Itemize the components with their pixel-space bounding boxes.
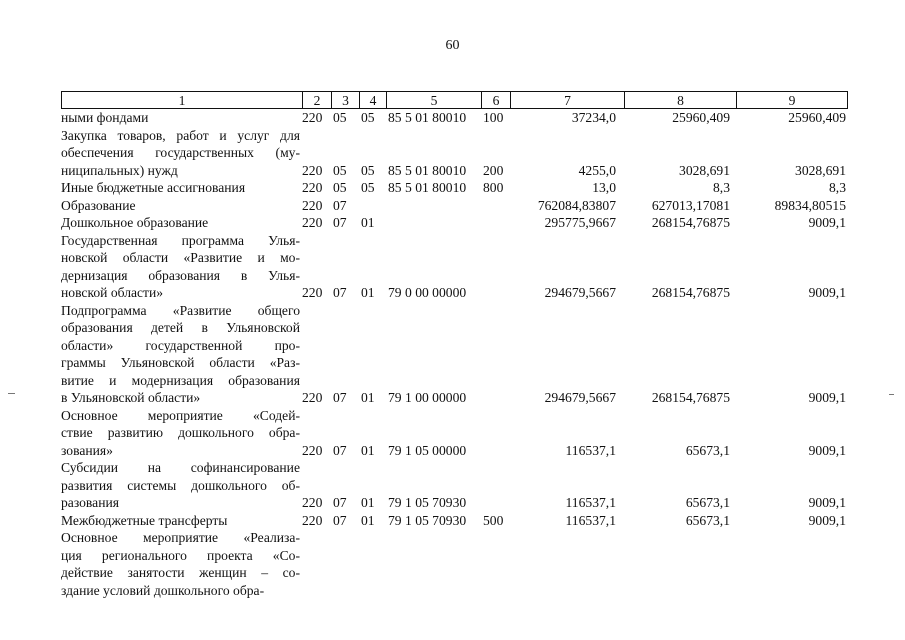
cell-col-7: 294679,5667 xyxy=(544,285,616,300)
table-body xyxy=(61,109,848,599)
cell-col-9: 9009,1 xyxy=(808,512,846,528)
cell-col-5: 79 1 05 70930 xyxy=(388,512,467,528)
cell-col-8: 65673,1 xyxy=(685,442,730,458)
row-description xyxy=(61,302,300,407)
header-col-6: 6 xyxy=(481,92,510,108)
header-col-5: 5 xyxy=(386,92,481,108)
cell-col-4: 01 xyxy=(361,285,375,300)
cell-col-3: 07 xyxy=(333,442,347,458)
page-number: 60 xyxy=(445,38,460,53)
cell-col-7: 116537,1 xyxy=(565,495,616,510)
table-row xyxy=(61,179,848,197)
row-description xyxy=(61,529,300,599)
table-row xyxy=(61,109,848,127)
row-description xyxy=(61,179,300,197)
cell-col-9: 25960,409 xyxy=(788,110,846,125)
cell-col-4: 05 xyxy=(361,110,375,125)
cell-col-6: 500 xyxy=(483,512,504,528)
cell-col-8: 268154,76875 xyxy=(651,390,730,405)
cell-col-2: 220 xyxy=(302,512,323,528)
description-line: Подпрограмма «Развитие общего xyxy=(61,302,300,318)
header-col-3: 3 xyxy=(331,92,359,108)
cell-col-6: 800 xyxy=(483,180,504,195)
cell-col-7: 295775,9667 xyxy=(544,215,616,230)
table-row xyxy=(61,407,848,460)
cell-col-4: 01 xyxy=(361,442,375,458)
cell-col-8: 8,3 xyxy=(713,180,730,195)
description-line: Государственная программа Улья- xyxy=(61,232,300,248)
description-line: ными фондами xyxy=(61,110,149,125)
table-row xyxy=(61,529,848,599)
table-row xyxy=(61,127,848,180)
cell-col-8: 25960,409 xyxy=(672,110,730,125)
budget-table xyxy=(61,91,848,599)
description-line: Дошкольное образование xyxy=(61,215,209,230)
cell-col-5: 79 1 05 00000 xyxy=(388,442,467,458)
cell-col-7: 4255,0 xyxy=(578,162,616,178)
cell-col-4: 01 xyxy=(361,390,375,405)
cell-col-3: 07 xyxy=(333,197,347,213)
row-description xyxy=(61,214,300,232)
cell-col-3: 07 xyxy=(333,390,347,405)
cell-col-4: 01 xyxy=(361,495,375,510)
cell-col-2: 220 xyxy=(302,390,323,405)
description-line: действие занятости женщин – со- xyxy=(61,565,300,580)
row-description xyxy=(61,109,300,127)
header-col-8: 8 xyxy=(624,92,736,108)
cell-col-2: 220 xyxy=(302,285,323,300)
cell-col-4: 01 xyxy=(361,512,375,528)
table-header xyxy=(61,91,848,109)
description-line: ция регионального проекта «Со- xyxy=(61,547,300,563)
description-line: Образование xyxy=(61,197,136,213)
table-row xyxy=(61,232,848,302)
header-col-9: 9 xyxy=(736,92,847,108)
cell-col-9: 9009,1 xyxy=(808,285,846,300)
cell-col-2: 220 xyxy=(302,180,323,195)
cell-col-3: 07 xyxy=(333,512,347,528)
row-description xyxy=(61,197,300,215)
cell-col-3: 07 xyxy=(333,215,347,230)
cell-col-4: 01 xyxy=(361,215,375,230)
table-row xyxy=(61,197,848,215)
description-line: здание условий дошкольного обра- xyxy=(61,582,265,598)
cell-col-3: 07 xyxy=(333,285,347,300)
description-line: области» государственной про- xyxy=(61,337,300,353)
cell-col-9: 9009,1 xyxy=(808,442,846,458)
description-line: Основное мероприятие «Реализа- xyxy=(61,530,300,545)
row-description xyxy=(61,459,300,512)
description-line: разования xyxy=(61,495,119,510)
description-line: Иные бюджетные ассигнования xyxy=(61,180,246,195)
cell-col-2: 220 xyxy=(302,215,323,230)
scan-speck xyxy=(8,393,15,394)
row-description xyxy=(61,512,300,530)
cell-col-4: 05 xyxy=(361,180,375,195)
cell-col-3: 07 xyxy=(333,495,347,510)
cell-col-9: 9009,1 xyxy=(808,215,846,230)
description-line: витие и модернизация образования xyxy=(61,372,300,388)
description-line: дернизация образования в Улья- xyxy=(61,267,300,283)
cell-col-7: 13,0 xyxy=(592,180,616,195)
description-line: развития системы дошкольного об- xyxy=(61,477,300,493)
cell-col-2: 220 xyxy=(302,495,323,510)
cell-col-7: 116537,1 xyxy=(565,512,616,528)
cell-col-7: 294679,5667 xyxy=(544,390,616,405)
cell-col-2: 220 xyxy=(302,110,323,125)
row-description xyxy=(61,127,300,180)
cell-col-8: 65673,1 xyxy=(685,512,730,528)
description-line: в Ульяновской области» xyxy=(61,390,201,405)
row-description xyxy=(61,407,300,460)
description-line: обеспечения государственных (му- xyxy=(61,145,300,160)
row-description xyxy=(61,232,300,302)
cell-col-9: 8,3 xyxy=(829,180,846,195)
cell-col-8: 3028,691 xyxy=(679,162,730,178)
cell-col-5: 85 5 01 80010 xyxy=(388,110,467,125)
cell-col-6: 100 xyxy=(483,110,504,125)
header-col-4: 4 xyxy=(359,92,386,108)
description-line: Закупка товаров, работ и услуг для xyxy=(61,127,300,143)
cell-col-3: 05 xyxy=(333,180,347,195)
cell-col-3: 05 xyxy=(333,162,347,178)
cell-col-5: 85 5 01 80010 xyxy=(388,162,467,178)
description-line: новской области «Развитие и мо- xyxy=(61,250,300,265)
table-row xyxy=(61,459,848,512)
description-line: новской области» xyxy=(61,285,164,300)
cell-col-8: 268154,76875 xyxy=(651,215,730,230)
cell-col-6: 200 xyxy=(483,162,504,178)
cell-col-5: 79 1 05 70930 xyxy=(388,495,467,510)
cell-col-3: 05 xyxy=(333,110,347,125)
cell-col-8: 627013,17081 xyxy=(651,197,730,213)
cell-col-9: 9009,1 xyxy=(808,495,846,510)
table-row xyxy=(61,512,848,530)
cell-col-7: 37234,0 xyxy=(571,110,616,125)
header-col-2: 2 xyxy=(302,92,331,108)
description-line: ствие развитию дошкольного обра- xyxy=(61,425,300,440)
cell-col-5: 79 1 00 00000 xyxy=(388,390,467,405)
cell-col-5: 79 0 00 00000 xyxy=(388,285,467,300)
cell-col-2: 220 xyxy=(302,197,323,213)
cell-col-9: 9009,1 xyxy=(808,390,846,405)
cell-col-8: 65673,1 xyxy=(685,495,730,510)
cell-col-5: 85 5 01 80010 xyxy=(388,180,467,195)
description-line: граммы Ульяновской области «Раз- xyxy=(61,355,300,370)
description-line: образования детей в Ульяновской xyxy=(61,320,300,335)
cell-col-7: 762084,83807 xyxy=(537,197,616,213)
cell-col-4: 05 xyxy=(361,162,375,178)
cell-col-9: 3028,691 xyxy=(795,162,846,178)
cell-col-9: 89834,80515 xyxy=(774,197,846,213)
cell-col-2: 220 xyxy=(302,442,323,458)
table-row xyxy=(61,214,848,232)
description-line: Основное мероприятие «Содей- xyxy=(61,407,300,423)
cell-col-8: 268154,76875 xyxy=(651,285,730,300)
scan-speck xyxy=(889,394,894,395)
header-col-1: 1 xyxy=(178,93,186,108)
cell-col-2: 220 xyxy=(302,162,323,178)
table-row xyxy=(61,302,848,407)
header-col-7: 7 xyxy=(510,92,624,108)
description-line: ниципальных) нужд xyxy=(61,162,178,178)
cell-col-7: 116537,1 xyxy=(565,442,616,458)
description-line: Субсидии на софинансирование xyxy=(61,460,300,475)
description-line: зования» xyxy=(61,442,113,458)
description-line: Межбюджетные трансферты xyxy=(61,512,228,528)
